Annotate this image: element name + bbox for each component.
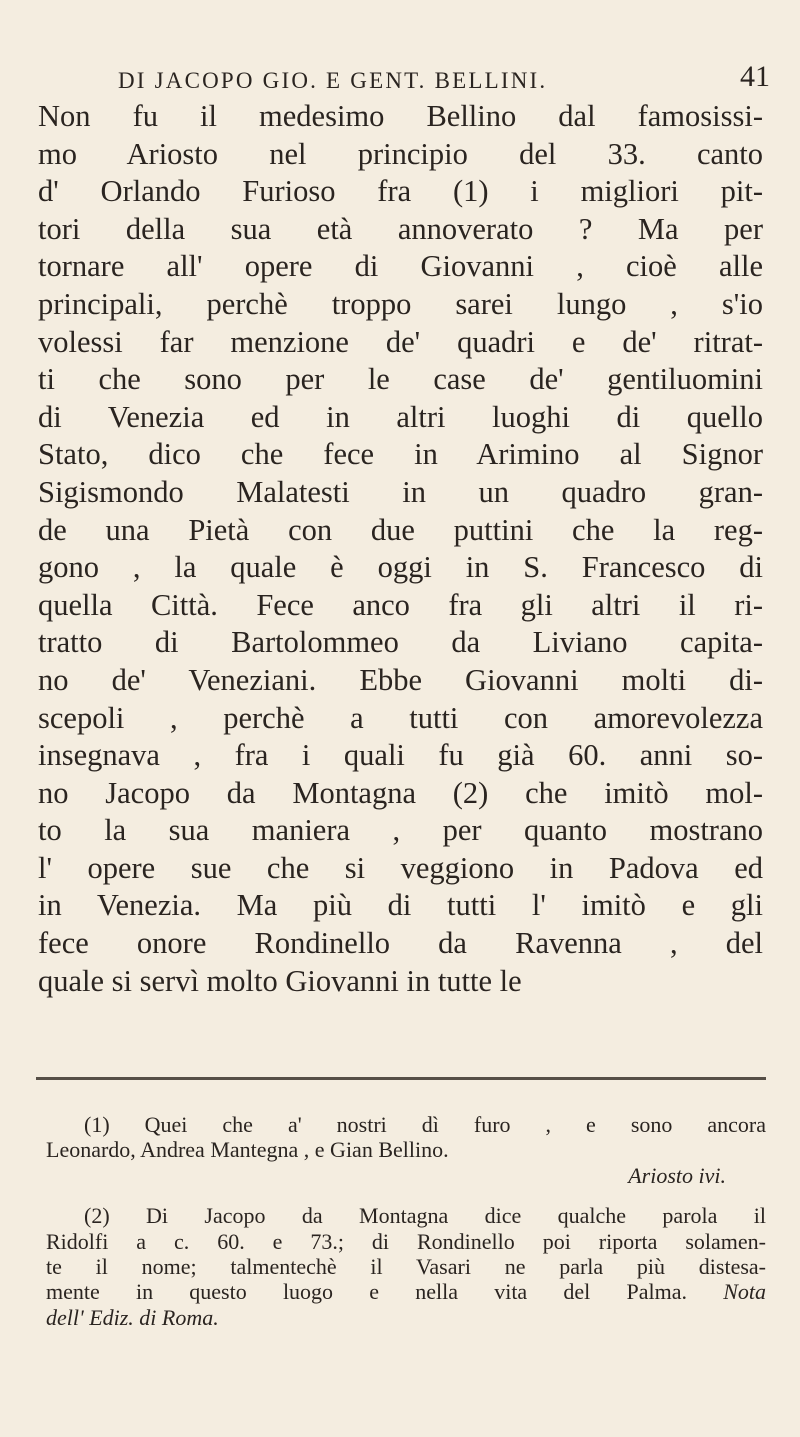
running-head-title: DI JACOPO GIO. E GENT. BELLINI. bbox=[118, 68, 548, 93]
text-line: gono , la quale è oggi in S. Francesco di bbox=[38, 550, 763, 585]
text-line: quella Città. Fece anco fra gli altri il ri- bbox=[38, 587, 763, 622]
text-line: di Venezia ed in altri luoghi di quello bbox=[38, 399, 763, 434]
text-line: d' Orlando Furioso fra (1) i migliori pit- bbox=[38, 174, 763, 209]
running-head bbox=[118, 60, 770, 100]
footnote-line: Ridolfi a c. 60. e 73.; di Rondinello poi riporta solamen- bbox=[46, 1228, 766, 1254]
main-text bbox=[38, 98, 763, 1000]
footnote-2 bbox=[46, 1203, 766, 1330]
text-line: Non fu il medesimo Bellino dal famosissi- bbox=[38, 99, 763, 133]
text-line: volessi far menzione de' quadri e de' ritrat- bbox=[38, 324, 763, 359]
footnote-italic-note: Nota bbox=[723, 1279, 767, 1305]
text-line: l' opere sue che si veggiono in Padova ed bbox=[38, 850, 763, 885]
text-line: ti che sono per le case de' gentiluomini bbox=[38, 362, 763, 397]
footnote-line: (1) Quei che a' nostri dì furo , e sono ancora bbox=[84, 1112, 766, 1137]
text-line: no de' Veneziani. Ebbe Giovanni molti di- bbox=[38, 662, 763, 697]
text-line: mo Ariosto nel principio del 33. canto bbox=[38, 136, 763, 171]
footnote-line: te il nome; talmentechè il Vasari ne parla più distesa- bbox=[46, 1254, 766, 1280]
text-line: tratto di Bartolommeo da Liviano capita- bbox=[38, 625, 763, 660]
footnote-1 bbox=[46, 1112, 766, 1188]
footnote-text: mente in questo luogo e nella vita del Palma. bbox=[46, 1279, 687, 1305]
text-line: to la sua maniera , per quanto mostrano bbox=[38, 813, 763, 848]
footnotes bbox=[46, 1112, 766, 1345]
footnote-line: dell' Ediz. di Roma. bbox=[46, 1304, 219, 1330]
text-line: principali, perchè troppo sarei lungo , s'io bbox=[38, 286, 763, 321]
footnote-attribution: Ariosto ivi. bbox=[628, 1162, 726, 1188]
footnote-separator bbox=[36, 1077, 766, 1080]
text-line: de una Pietà con due puttini che la reg- bbox=[38, 512, 763, 547]
text-line: quale si servì molto Giovanni in tutte le bbox=[38, 963, 522, 998]
footnote-line: (2) Di Jacopo da Montagna dice qualche parola il bbox=[84, 1203, 766, 1229]
text-line: fece onore Rondinello da Ravenna , del bbox=[38, 926, 763, 961]
text-line: Stato, dico che fece in Arimino al Signor bbox=[38, 437, 763, 472]
text-line: tornare all' opere di Giovanni , cioè alle bbox=[38, 249, 763, 284]
text-line: tori della sua età annoverato ? Ma per bbox=[38, 211, 763, 246]
footnote-line bbox=[46, 1279, 766, 1304]
text-line: no Jacopo da Montagna (2) che imitò mol- bbox=[38, 775, 763, 810]
text-line: in Venezia. Ma più di tutti l' imitò e gli bbox=[38, 888, 763, 923]
text-line: Sigismondo Malatesti in un quadro gran- bbox=[38, 474, 763, 509]
text-line: insegnava , fra i quali fu già 60. anni so- bbox=[38, 738, 763, 773]
text-line: scepoli , perchè a tutti con amorevolezza bbox=[38, 700, 763, 735]
page-number: 41 bbox=[740, 60, 770, 93]
footnote-line: Leonardo, Andrea Mantegna , e Gian Bellino. bbox=[46, 1137, 449, 1163]
